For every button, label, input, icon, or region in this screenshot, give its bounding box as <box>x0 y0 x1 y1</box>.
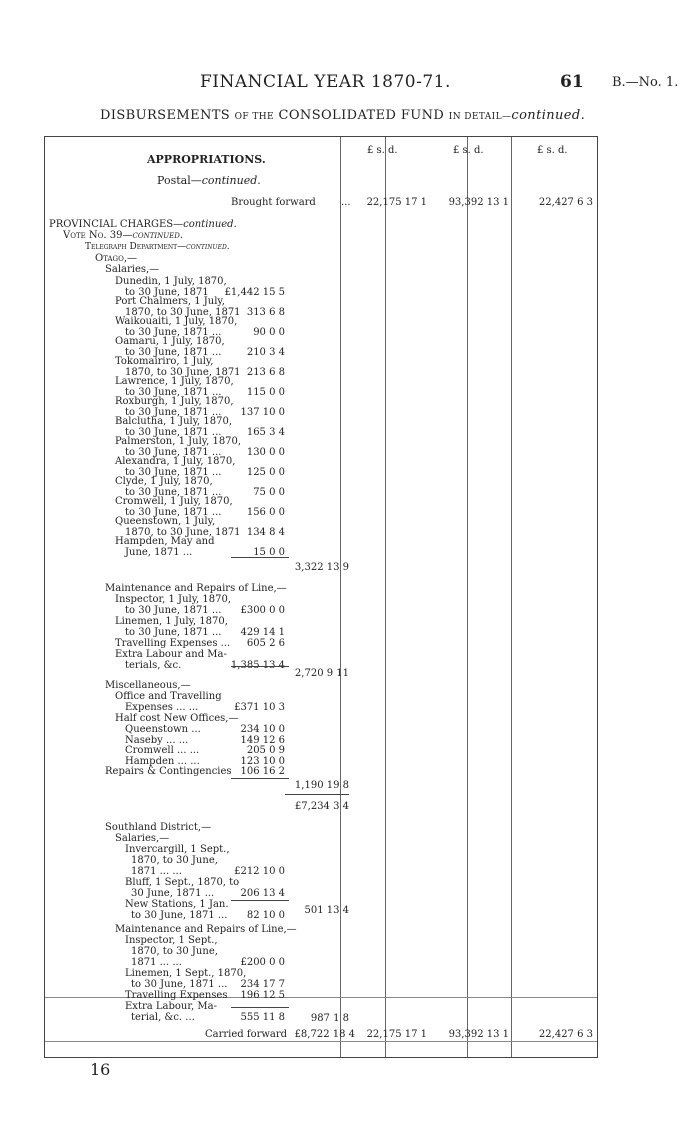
carried-forward-subtotal: £8,722 18 4 <box>294 1029 355 1040</box>
salary-amount: £1,442 15 5 <box>224 287 285 298</box>
otago-total: £7,234 3 4 <box>294 801 349 812</box>
misc-item-amount: 106 16 2 <box>240 766 285 777</box>
brought-forward-dots: ... <box>341 197 351 208</box>
otago-salaries-total: 3,322 13 9 <box>294 562 349 573</box>
misc-office-line1: Office and Travelling <box>115 691 222 702</box>
carried-forward-col3: 22,427 6 3 <box>538 1029 593 1040</box>
southland-salary-amount: £212 10 0 <box>234 866 285 877</box>
column-divider <box>385 137 386 1057</box>
section-continued: continued. <box>201 174 261 187</box>
salary-line1: Dunedin, 1 July, 1870, <box>115 276 227 287</box>
subtitle-part: continued. <box>511 108 586 123</box>
southland-salary-line2: 30 June, 1871 ... <box>131 888 215 899</box>
maintenance-heading: Maintenance and Repairs of Line,— <box>105 583 287 594</box>
misc-total: 1,190 19 8 <box>294 780 349 791</box>
heading-label: Telegraph Department— <box>85 242 187 252</box>
heading-label: Vote No. 39— <box>63 230 133 241</box>
salary-line1: Waikouaiti, 1 July, 1870, <box>115 316 238 327</box>
salary-line2: to 30 June, 1871 ... <box>125 507 222 518</box>
salary-line2: to 30 June, 1871 ... <box>125 427 222 438</box>
salary-line1: Palmerston, 1 July, 1870, <box>115 436 242 447</box>
southland-maint-amount: 234 17 7 <box>240 979 285 990</box>
maintenance-line1: Extra Labour and Ma- <box>115 649 227 660</box>
misc-item-amount: 123 10 0 <box>240 755 285 767</box>
signature-number: 16 <box>90 1060 111 1079</box>
brought-forward-col2: 93,392 13 1 <box>448 197 509 208</box>
maintenance-amount: 429 14 1 <box>240 627 285 638</box>
salary-amount: 125 0 0 <box>246 467 285 478</box>
southland-salary-amount: 206 13 4 <box>240 888 285 899</box>
maintenance-amount: 605 2 6 <box>246 638 285 649</box>
salary-amount: 134 8 4 <box>246 527 285 538</box>
carried-forward-col2: 93,392 13 1 <box>448 1029 509 1040</box>
heading-continued: continued. <box>186 242 230 252</box>
heading-continued: continued. <box>183 219 237 230</box>
section-label: Postal— <box>157 174 202 187</box>
subtotal-rule <box>231 557 289 558</box>
salary-line2: June, 1871 ... <box>125 547 193 558</box>
subtitle-part: CONSOLIDATED FUND <box>278 108 445 123</box>
maintenance-line1: Travelling Expenses ... <box>115 638 231 649</box>
southland-salary-amount: 82 10 0 <box>246 910 285 921</box>
misc-half-cost: Half cost New Offices,— <box>115 713 239 724</box>
page-number: 61 <box>560 72 584 92</box>
salary-amount: 115 0 0 <box>246 387 285 398</box>
southland-maint-amount: 196 12 5 <box>240 990 285 1001</box>
southland-maint-amount: 555 11 8 <box>240 1012 285 1023</box>
currency-header: £ s. d. <box>537 145 568 156</box>
misc-item-label: Naseby ... ... <box>125 734 189 746</box>
column-divider <box>340 137 341 1057</box>
southland-heading: Southland District,— <box>105 822 212 833</box>
disbursements-table <box>44 136 598 1058</box>
southland-maint-line1: Linemen, 1 Sept., 1870, <box>125 968 247 979</box>
salary-line2: 1870, to 30 June, 1871 <box>125 307 241 318</box>
misc-office-line2: Expenses ... ... <box>125 702 199 713</box>
salary-line1: Tokomairiro, 1 July, <box>115 356 214 367</box>
maintenance-line1: Linemen, 1 July, 1870, <box>115 616 228 627</box>
southland-maint-line1: Inspector, 1 Sept., <box>125 935 218 946</box>
maintenance-line1: Inspector, 1 July, 1870, <box>115 594 232 605</box>
misc-item-label: Queenstown ... <box>125 724 201 735</box>
southland-salaries-heading: Salaries,— <box>115 833 170 844</box>
page-subtitle <box>100 108 585 123</box>
southland-salary-line1: New Stations, 1 Jan. <box>125 899 229 910</box>
southland-salary-line1: Bluff, 1 Sept., 1870, to <box>125 877 240 888</box>
southland-salary-line1: Invercargill, 1 Sept., <box>125 844 230 855</box>
total-rule <box>285 794 349 795</box>
misc-item-amount: 234 10 0 <box>240 724 285 735</box>
salaries-heading: Salaries,— <box>105 264 160 275</box>
heading-continued: continued. <box>132 230 184 241</box>
southland-salary-line2: 1870, to 30 June, <box>131 855 218 866</box>
appropriations-heading: APPROPRIATIONS. <box>147 153 266 166</box>
salary-amount: 213 6 8 <box>246 367 285 378</box>
misc-item-label: Cromwell ... ... <box>125 745 200 756</box>
page-title: FINANCIAL YEAR 1870-71. <box>200 72 451 92</box>
carried-forward-label: Carried forward <box>205 1029 288 1040</box>
salary-line2: to 30 June, 1871 <box>125 287 209 298</box>
maintenance-line2: to 30 June, 1871 ... <box>125 627 222 638</box>
table-rule <box>45 1041 597 1042</box>
maintenance-line2: terials, &c. <box>125 660 182 671</box>
southland-maint-heading: Maintenance and Repairs of Line,— <box>115 924 297 935</box>
section-heading <box>157 175 261 187</box>
salary-line1: Clyde, 1 July, 1870, <box>115 476 213 487</box>
maintenance-amount: 1,385 13 4 <box>230 660 285 671</box>
salary-amount: 165 3 4 <box>246 427 285 438</box>
salary-line1: Hampden, May and <box>115 536 215 547</box>
subtotal-rule <box>231 900 289 901</box>
column-divider <box>511 137 512 1057</box>
southland-salary-line3: 1871 ... ... <box>131 866 182 877</box>
subtotal-rule <box>231 666 289 667</box>
southland-salary-line2: to 30 June, 1871 ... <box>131 910 228 921</box>
southland-maint-total: 987 1 8 <box>310 1013 349 1024</box>
salary-amount: 130 0 0 <box>246 447 285 458</box>
misc-item-amount: 149 12 6 <box>240 734 285 746</box>
carried-forward-col1: 22,175 17 1 <box>366 1029 427 1040</box>
salary-amount: 75 0 0 <box>253 487 285 498</box>
southland-maint-amount: £200 0 0 <box>240 957 285 968</box>
misc-office-amount: £371 10 3 <box>234 702 285 713</box>
maintenance-line2: to 30 June, 1871 ... <box>125 605 222 616</box>
currency-header: £ s. d. <box>367 145 398 156</box>
salary-amount: 15 0 0 <box>253 547 285 558</box>
salary-line1: Alexandra, 1 July, 1870, <box>115 456 236 467</box>
subtotal-rule <box>231 1007 289 1008</box>
currency-header: £ s. d. <box>453 145 484 156</box>
misc-item-label: Hampden ... ... <box>125 755 200 767</box>
salary-line2: to 30 June, 1871 ... <box>125 387 222 398</box>
salary-line2: to 30 June, 1871 ... <box>125 487 222 498</box>
brought-forward-label: Brought forward <box>231 197 316 208</box>
salary-amount: 137 10 0 <box>240 407 285 418</box>
maintenance-total: 2,720 9 11 <box>294 668 349 679</box>
document-reference: B.—No. 1. <box>612 75 679 90</box>
brought-forward-col3: 22,427 6 3 <box>538 197 593 208</box>
salary-line2: to 30 June, 1871 ... <box>125 407 222 418</box>
salary-line2: to 30 June, 1871 ... <box>125 447 222 458</box>
southland-maint-line2: terial, &c. ... <box>131 1012 195 1023</box>
salary-amount: 210 3 4 <box>246 347 285 358</box>
southland-maint-line3: 1871 ... ... <box>131 957 182 968</box>
salary-line1: Cromwell, 1 July, 1870, <box>115 496 233 507</box>
southland-maint-line2: 1870, to 30 June, <box>131 946 218 957</box>
salary-line1: Port Chalmers, 1 July, <box>115 296 225 307</box>
salary-line2: to 30 June, 1871 ... <box>125 347 222 358</box>
salary-line1: Balclutha, 1 July, 1870, <box>115 416 233 427</box>
salary-line2: to 30 June, 1871 ... <box>125 327 222 338</box>
maintenance-amount: £300 0 0 <box>240 605 285 616</box>
salary-line1: Lawrence, 1 July, 1870, <box>115 376 234 387</box>
misc-heading: Miscellaneous,— <box>105 680 191 691</box>
salary-line1: Queenstown, 1 July, <box>115 516 216 527</box>
salary-line1: Roxburgh, 1 July, 1870, <box>115 396 234 407</box>
southland-maint-line1: Extra Labour, Ma- <box>125 1001 217 1012</box>
salary-line2: to 30 June, 1871 ... <box>125 467 222 478</box>
southland-salaries-total: 501 13 4 <box>304 905 349 916</box>
salary-line1: Oamaru, 1 July, 1870, <box>115 336 225 347</box>
salary-line2: 1870, to 30 June, 1871 <box>125 527 241 538</box>
subtotal-rule <box>231 778 289 779</box>
salary-amount: 313 6 8 <box>246 307 285 318</box>
subtitle-part: OF THE <box>234 112 274 122</box>
misc-item-label: Repairs & Contingencies <box>105 766 232 777</box>
otago-heading: Otago,— <box>95 253 138 264</box>
heading-label: PROVINCIAL CHARGES— <box>49 219 184 230</box>
telegraph-heading <box>85 241 230 253</box>
subtitle-part: IN DETAIL— <box>448 112 512 122</box>
southland-maint-line1: Travelling Expenses <box>125 990 228 1001</box>
salary-amount: 156 0 0 <box>246 507 285 518</box>
southland-maint-line2: to 30 June, 1871 ... <box>131 979 228 990</box>
salary-line2: 1870, to 30 June, 1871 <box>125 367 241 378</box>
subtitle-part: DISBURSEMENTS <box>100 108 231 123</box>
salary-amount: 90 0 0 <box>253 327 285 338</box>
column-divider <box>467 137 468 1057</box>
misc-item-amount: 205 0 9 <box>246 745 285 756</box>
brought-forward-col1: 22,175 17 1 <box>366 197 427 208</box>
